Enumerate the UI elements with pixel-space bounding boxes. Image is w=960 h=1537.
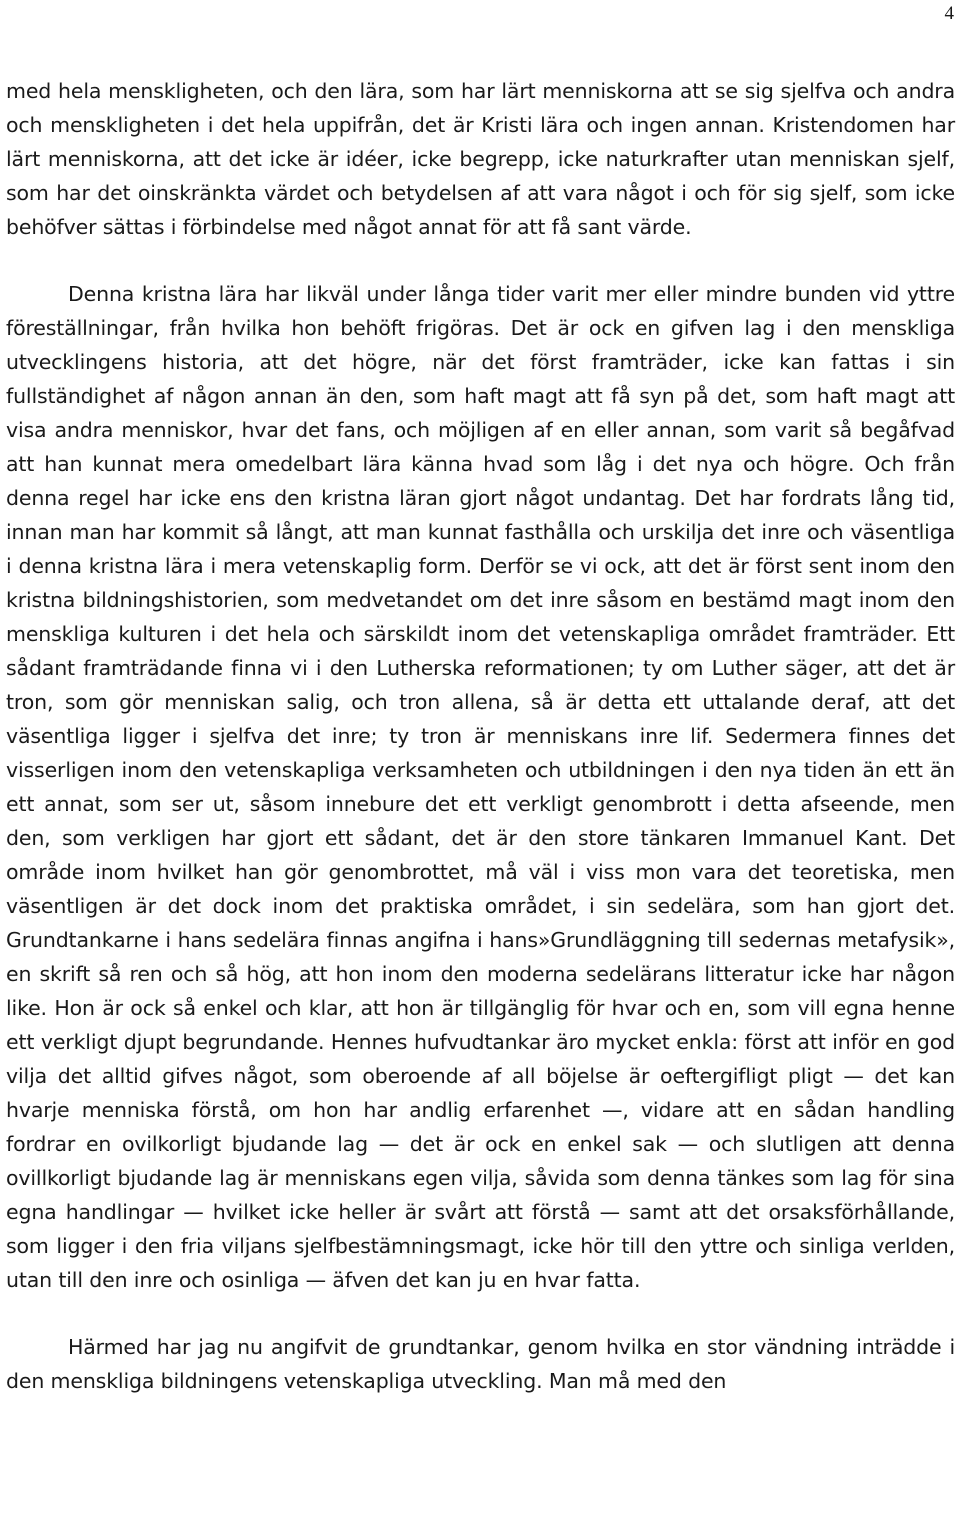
paragraph: med hela menskligheten, och den lära, som har lärt menniskorna att se sig sjelfva och andra och menskligheten i det hela uppifrån, det är Kristi lära och ingen annan. Kristendomen har lärt menniskorna, att det icke är idéer, icke begrepp, icke naturkrafter utan menniskan sjelf, som har det oinskränkta värdet och betydelsen af att vara något i och för sig sjelf, som icke behöfver sättas i förbindelse med något annat för att få sant värde. xyxy=(6,79,955,239)
paragraph: Härmed har jag nu angifvit de grundtankar, genom hvilka en stor vändning inträdde i den menskliga bildningens vetenskapliga utveckling. Man må med den xyxy=(6,1335,955,1393)
document-body xyxy=(6,74,955,1398)
page-number: 4 xyxy=(944,3,954,24)
paragraph: Denna kristna lära har likväl under långa tider varit mer eller mindre bunden vid yttre föreställningar, från hvilka hon behöft frigöras. Det är ock en gifven lag i den menskliga utvecklingens historia, att det högre, när det först framträder, icke kan fattas i sin fullständighet af någon annan än den, som haft magt att få syn på det, som haft magt att visa andra menniskor, hvar det fans, och möjligen af en eller annan, som varit så begåfvad att han kunnat mera omedelbart lära känna hvad som låg i det nya och högre. Och från denna regel har icke ens den kristna läran gjort något undantag. Det har fordrats lång tid, innan man har kommit så långt, att man kunnat fasthålla och urskilja det inre och väsentliga i denna kristna lära i mera vetenskaplig form. Derför se vi ock, att det är först sent inom den kristna bildningshistorien, som medvetandet om det inre såsom en bestämd magt inom den menskliga kulturen i det hela och särskildt inom det vetenskapliga området framträder. Ett sådant framträdande finna vi i den Lutherska reformationen; ty om Luther säger, att det är tron, som gör menniskan salig, och tron allena, så är detta ett uttalande deraf, att det väsentliga ligger i sjelfva det inre; ty tron är menniskans inre lif. Sedermera finnes det visserligen inom den vetenskapliga verksamheten och utbildningen i den nya tiden än ett än ett annat, som ser ut, såsom innebure det ett verkligt genombrott i detta afseende, men den, som verkligen har gjort ett sådant, det är den store tänkaren Immanuel Kant. Det område inom hvilket han gör genombrottet, må väl i viss mon vara det teoretiska, men väsentligen är det dock inom det praktiska området, i sin sedelära, som han gjort det. Grundtankarne i hans sedelära finnas angifna i hans»Grundläggning till sedernas metafysik», en skrift så ren och så hög, att hon inom den moderna sedelärans litteratur icke har någon like. Hon är ock så enkel och klar, att hon är tillgänglig för hvar och en, som vill egna henne ett verkligt djupt begrundande. Hennes hufvudtankar äro mycket enkla: först att inför en god vilja det alltid gifves något, som oberoende af all böjelse är oeftergifligt pligt — det kan hvarje menniska förstå, om hon har andlig erfarenhet —, vidare att en sådan handling fordrar en ovilkorligt bjudande lag — det är ock en enkel sak — och slutligen att denna ovillkorligt bjudande lag är menniskans egen vilja, såvida som denna tänkes som lag för sina egna handlingar — hvilket icke heller är svårt att förstå — samt att det orsaksförhållande, som ligger i den fria viljans sjelfbestämningsmagt, icke hör till den yttre och sinliga verlden, utan till den inre och osinliga — äfven det kan ju en hvar fatta. xyxy=(6,282,955,1292)
